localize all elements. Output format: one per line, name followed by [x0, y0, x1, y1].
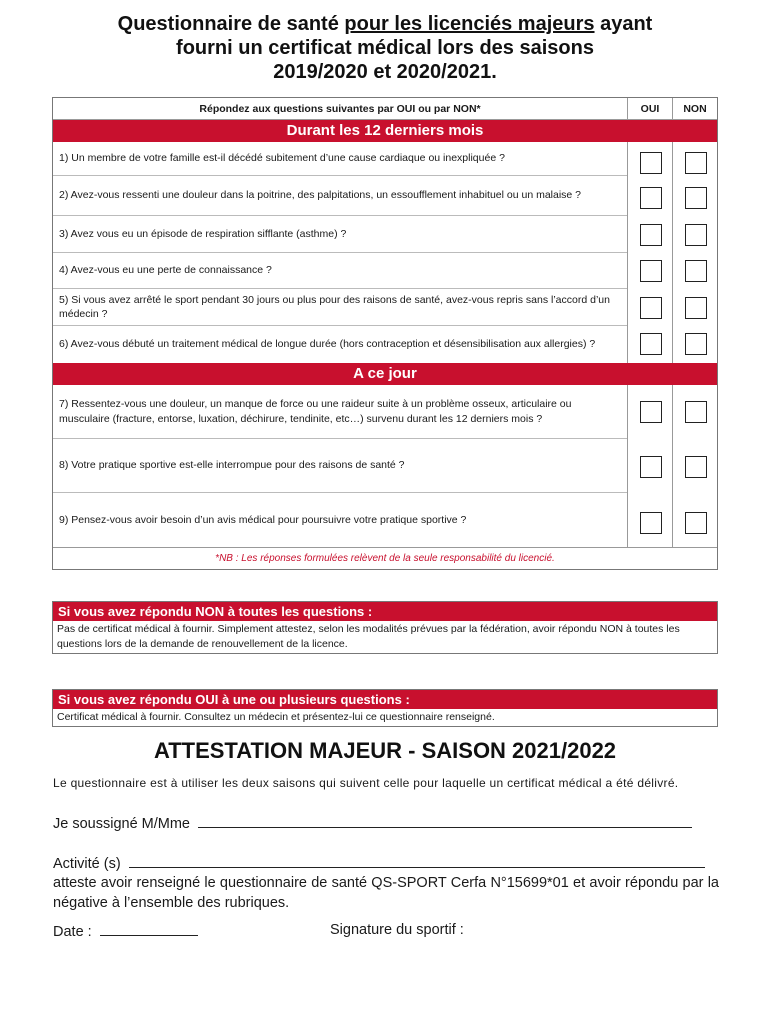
no-checkbox-q3[interactable]	[685, 224, 707, 246]
attestation-statement: atteste avoir renseigné le questionnaire de santé QS-SPORT Cerfa N°15699*01 et avoir répondu par la négative à l’ensemble des rubriques.	[53, 875, 719, 911]
yes-checkbox-q6[interactable]	[640, 333, 662, 355]
column-divider	[627, 120, 628, 547]
no-checkbox-q9[interactable]	[685, 512, 707, 534]
date-input-line[interactable]	[100, 922, 198, 936]
column-header-no: NON	[672, 98, 717, 120]
questionnaire-table	[52, 97, 718, 570]
name-field-row	[53, 814, 692, 832]
yes-checkbox-q2[interactable]	[640, 187, 662, 209]
question-row-4: 4) Avez-vous eu une perte de connaissance ?	[53, 253, 627, 289]
title-line-3: 2019/2020 et 2020/2021.	[273, 61, 497, 83]
no-checkbox-q4[interactable]	[685, 260, 707, 282]
attestation-note: Le questionnaire est à utiliser les deux saisons qui suivent celle pour laquelle un certificat médical a été délivré.	[53, 776, 679, 790]
activity-input-line[interactable]	[129, 854, 705, 868]
question-row-7: 7) Ressentez-vous une douleur, un manque de force ou une raideur suite à un problème osseux, articulaire ou musculaire (fracture, entorse, luxation, déchirure, tendinite, etc…) survenu durant les 12 derniers mois ?	[53, 385, 627, 439]
question-row-6: 6) Avez-vous débuté un traitement médical de longue durée (hors contraception et désensibilisation aux allergies) ?	[59, 338, 596, 351]
section-header-last-12-months: Durant les 12 derniers mois	[53, 120, 717, 142]
activity-label: Activité (s)	[53, 856, 121, 872]
question-row-2: 2) Avez-vous ressenti une douleur dans la poitrine, des palpitations, un essoufflement inhabituel ou un malaise ?	[53, 176, 627, 216]
question-row-5: 5) Si vous avez arrêté le sport pendant 30 jours ou plus pour des raisons de santé, avez-vous repris sans l’accord d’un médecin ?	[53, 289, 627, 326]
signature-label: Signature du sportif :	[330, 922, 464, 938]
yes-checkbox-q4[interactable]	[640, 260, 662, 282]
name-label: Je soussigné M/Mme	[53, 816, 190, 832]
no-checkbox-q7[interactable]	[685, 401, 707, 423]
attestation-title: ATTESTATION MAJEUR - SAISON 2021/2022	[153, 738, 617, 763]
question-row-9: 9) Pensez-vous avoir besoin d’un avis médical pour poursuivre votre pratique sportive ?	[59, 513, 467, 526]
info-box-all-no-heading: Si vous avez répondu NON à toutes les questions :	[53, 602, 717, 621]
yes-checkbox-q7[interactable]	[640, 401, 662, 423]
no-checkbox-q5[interactable]	[685, 297, 707, 319]
title-line-1: Questionnaire de santé pour les licenciés majeurs ayant	[117, 13, 653, 35]
no-checkbox-q6[interactable]	[685, 333, 707, 355]
question-row-3: 3) Avez vous eu un épisode de respiration sifflante (asthme) ?	[53, 216, 627, 253]
yes-checkbox-q3[interactable]	[640, 224, 662, 246]
question-row-1: 1) Un membre de votre famille est-il décédé subitement d’une cause cardiaque ou inexpliquée ?	[53, 142, 627, 176]
info-box-all-no	[52, 601, 718, 654]
date-label: Date :	[53, 924, 92, 940]
yes-checkbox-q9[interactable]	[640, 512, 662, 534]
activity-field-row	[53, 854, 705, 872]
yes-checkbox-q8[interactable]	[640, 456, 662, 478]
no-checkbox-q2[interactable]	[685, 187, 707, 209]
date-field-row	[53, 922, 198, 940]
instruction-text: Répondez aux questions suivantes par OUI ou par NON*	[199, 103, 481, 115]
column-header-yes: OUI	[627, 98, 672, 120]
no-checkbox-q1[interactable]	[685, 152, 707, 174]
info-box-any-yes-text: Certificat médical à fournir. Consultez un médecin et présentez-lui ce questionnaire renseigné.	[57, 711, 495, 723]
document-title	[40, 12, 730, 84]
info-box-any-yes-heading: Si vous avez répondu OUI à une ou plusieurs questions :	[53, 690, 717, 709]
yes-checkbox-q5[interactable]	[640, 297, 662, 319]
name-input-line[interactable]	[198, 814, 692, 828]
section-header-today: A ce jour	[53, 363, 717, 385]
title-line-2: fourni un certificat médical lors des saisons	[176, 37, 594, 59]
column-divider	[672, 120, 673, 547]
question-row-8: 8) Votre pratique sportive est-elle interrompue pour des raisons de santé ?	[53, 439, 627, 493]
yes-checkbox-q1[interactable]	[640, 152, 662, 174]
table-header	[53, 98, 717, 120]
no-checkbox-q8[interactable]	[685, 456, 707, 478]
info-box-any-yes	[52, 689, 718, 727]
title-underlined-text: pour les licenciés majeurs	[344, 13, 595, 35]
info-box-all-no-text: Pas de certificat médical à fournir. Simplement attestez, selon les modalités prévues par la fédération, avoir répondu NON à toutes les questions lors de la demande de renouvellement de la licence.	[57, 623, 680, 650]
responsibility-note: *NB : Les réponses formulées relèvent de la seule responsabilité du licencié.	[53, 547, 717, 569]
